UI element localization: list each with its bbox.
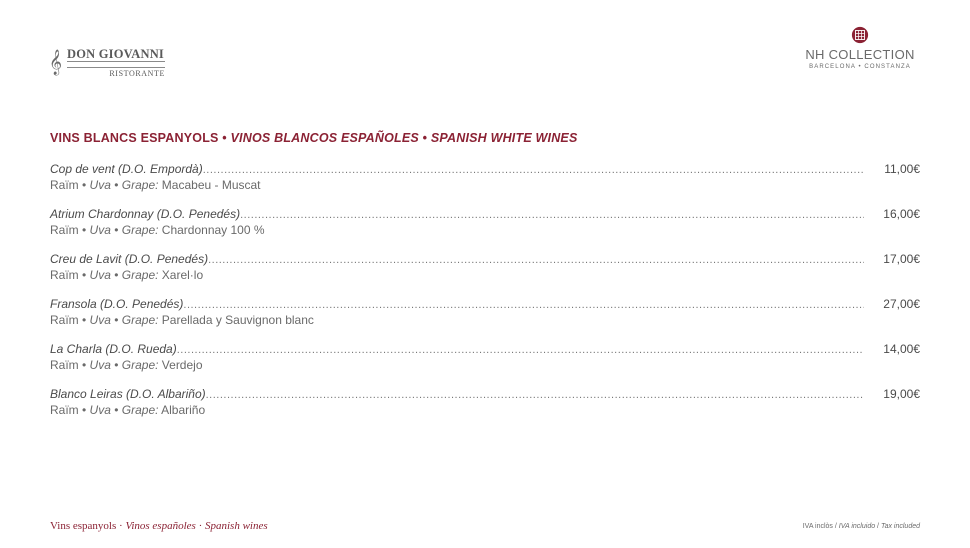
dot-leader	[206, 389, 864, 401]
brand-divider	[67, 61, 165, 68]
wine-grape-row	[50, 358, 920, 373]
grape-variety: Xarel·lo	[161, 268, 204, 282]
grape-label-sep: •	[110, 313, 122, 327]
tax-note	[803, 523, 920, 530]
grape-label-ca: Raïm	[50, 403, 79, 417]
wine-name-row	[50, 387, 920, 403]
wine-item	[50, 387, 920, 432]
wine-item	[50, 207, 920, 252]
wine-name: Atrium Chardonnay (D.O. Penedés)	[50, 207, 241, 221]
dot-leader	[240, 209, 864, 221]
grape-label-sep: •	[110, 358, 122, 372]
dot-leader	[208, 254, 864, 266]
grape-label-sep: •	[78, 268, 90, 282]
wine-item	[50, 162, 920, 207]
wine-name-row	[50, 252, 920, 268]
grape-label-sep: •	[110, 403, 122, 417]
grape-label-ca: Raïm	[50, 358, 79, 372]
wine-grape-row	[50, 178, 920, 193]
grape-label-sep: •	[78, 223, 90, 237]
grape-label-es: Uva	[89, 223, 111, 237]
grape-variety: Verdejo	[161, 358, 203, 372]
wine-grape-row	[50, 223, 920, 238]
section-title	[50, 131, 578, 145]
nh-emblem-icon	[851, 26, 869, 44]
grape-label-ca: Raïm	[50, 313, 79, 327]
footer-sep: ·	[116, 520, 126, 532]
tax-note-sep: /	[875, 523, 881, 530]
nh-brand-name: NH COLLECTION	[805, 47, 915, 62]
grape-label-en: Grape:	[121, 358, 159, 372]
wine-name-row	[50, 162, 920, 178]
wine-name: La Charla (D.O. Rueda)	[50, 342, 177, 356]
footer-label-ca: Vins espanyols	[50, 520, 117, 532]
section-title-es: VINOS BLANCOS ESPAÑOLES	[230, 131, 419, 145]
wine-price: 14,00€	[883, 342, 920, 356]
grape-label-es: Uva	[89, 403, 111, 417]
wine-list	[50, 162, 920, 432]
grape-label-en: Grape:	[121, 178, 159, 192]
section-title-sep: •	[218, 131, 231, 145]
footer-label-en: Spanish wines	[204, 520, 268, 532]
grape-label-ca: Raïm	[50, 223, 79, 237]
wine-price: 17,00€	[883, 252, 920, 266]
brand-subtitle: RISTORANTE	[109, 69, 166, 78]
tax-note-en: Tax included	[880, 523, 920, 530]
nh-collection-logo	[800, 26, 920, 70]
tax-note-ca: IVA inclòs	[802, 523, 833, 530]
dot-leader	[177, 344, 864, 356]
section-title-en: SPANISH WHITE WINES	[430, 131, 578, 145]
grape-label-en: Grape:	[121, 403, 159, 417]
dot-leader	[183, 299, 864, 311]
wine-name-row	[50, 342, 920, 358]
grape-variety: Parellada y Sauvignon blanc	[161, 313, 314, 327]
grape-label-es: Uva	[89, 313, 111, 327]
grape-label-sep: •	[78, 178, 90, 192]
section-title-sep: •	[418, 131, 431, 145]
tax-note-es: IVA incluido	[838, 523, 876, 530]
wine-name: Creu de Lavit (D.O. Penedés)	[50, 252, 209, 266]
grape-variety: Albariño	[161, 403, 206, 417]
footer-section-label	[50, 520, 268, 532]
grape-label-sep: •	[110, 268, 122, 282]
grape-label-es: Uva	[89, 268, 111, 282]
footer-sep: ·	[195, 520, 205, 532]
grape-label-es: Uva	[89, 178, 111, 192]
don-giovanni-wordmark	[67, 48, 165, 78]
wine-price: 19,00€	[883, 387, 920, 401]
treble-clef-icon: 𝄞	[49, 50, 63, 75]
wine-price: 27,00€	[883, 297, 920, 311]
grape-variety: Chardonnay 100 %	[161, 223, 265, 237]
wine-name: Blanco Leiras (D.O. Albariño)	[50, 387, 206, 401]
grape-label-sep: •	[78, 358, 90, 372]
grape-label-ca: Raïm	[50, 178, 79, 192]
grape-label-en: Grape:	[121, 313, 159, 327]
brand-name: DON GIOVANNI	[67, 47, 164, 61]
grape-label-sep: •	[78, 403, 90, 417]
wine-item	[50, 342, 920, 387]
wine-name-row	[50, 207, 920, 223]
grape-label-es: Uva	[89, 358, 111, 372]
grape-label-en: Grape:	[121, 223, 159, 237]
grape-label-sep: •	[78, 313, 90, 327]
wine-item	[50, 297, 920, 342]
grape-label-en: Grape:	[121, 268, 159, 282]
wine-grape-row	[50, 313, 920, 328]
wine-price: 11,00€	[884, 162, 920, 176]
wine-price: 16,00€	[883, 207, 920, 221]
wine-name-row	[50, 297, 920, 313]
wine-name: Cop de vent (D.O. Empordà)	[50, 162, 203, 176]
grape-label-sep: •	[110, 223, 122, 237]
tax-note-sep: /	[832, 523, 839, 530]
wine-grape-row	[50, 268, 920, 283]
grape-label-ca: Raïm	[50, 268, 79, 282]
nh-brand-location: BARCELONA • CONSTANZA	[809, 64, 911, 70]
grape-variety: Macabeu - Muscat	[161, 178, 261, 192]
don-giovanni-logo	[49, 48, 165, 78]
footer-label-es: Vinos españoles	[125, 520, 196, 532]
wine-item	[50, 252, 920, 297]
dot-leader	[203, 164, 864, 176]
grape-label-sep: •	[110, 178, 122, 192]
wine-grape-row	[50, 403, 920, 418]
wine-name: Fransola (D.O. Penedés)	[50, 297, 184, 311]
section-title-ca: VINS BLANCS ESPANYOLS	[50, 131, 219, 145]
